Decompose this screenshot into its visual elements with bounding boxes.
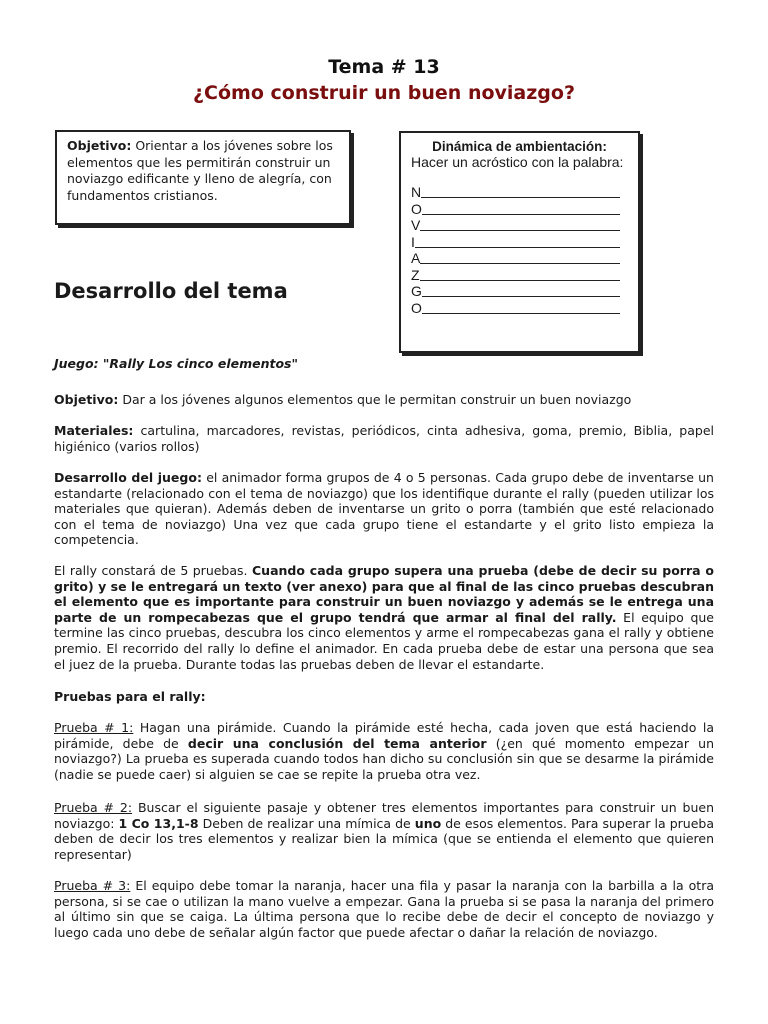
test-3-label: Prueba # 3: xyxy=(54,878,131,893)
acrostic-row xyxy=(411,184,628,201)
tests-heading: Pruebas para el rally: xyxy=(54,689,206,704)
test-1-label: Prueba # 1: xyxy=(54,720,134,735)
game-objective-text: Dar a los jóvenes algunos elementos que le permitan construir un buen noviazgo xyxy=(118,392,632,407)
acrostic-blank[interactable] xyxy=(420,250,620,264)
page-title: ¿Cómo construir un buen noviazgo? xyxy=(193,82,575,104)
game-name: "Rally Los cinco elementos" xyxy=(98,356,299,371)
test-2 xyxy=(54,800,714,862)
test-2-text-mid: Deben de realizar una mímica de xyxy=(198,815,415,831)
dynamics-title: Dinámica de ambientación: xyxy=(432,139,607,154)
test-2-text: Buscar el siguiente pasaje y obtener tres elementos importantes para construir un buen noviazgo: xyxy=(54,800,714,831)
test-2-reference: 1 Co 13,1-8 xyxy=(118,815,199,831)
rally-intro-bold: Cuando cada grupo supera una prueba (debe de decir su porra o grito) y se le entregará un texto (ver anexo) para que al final de las cinco pruebas descubran el elemento que es importante para construir un buen noviazgo y además se le entrega una parte de un rompecabezas que el grupo tendrá que armar al final del rally. xyxy=(54,563,715,625)
acrostic-row xyxy=(411,217,628,234)
acrostic-letter: V xyxy=(411,217,421,233)
section-title: Desarrollo del tema xyxy=(54,279,288,303)
development-label: Desarrollo del juego: xyxy=(54,470,202,485)
acrostic-letter: O xyxy=(411,200,422,217)
acrostic-blank[interactable] xyxy=(421,184,620,198)
topic-number: Tema # 13 xyxy=(328,56,440,78)
test-1-text: Hagan una pirámide. Cuando la pirámide esté hecha, cada joven que está haciendo la pirámide, debe de xyxy=(54,720,714,751)
dynamics-box xyxy=(399,131,640,353)
dynamics-instruction: Hacer un acróstico con la palabra: xyxy=(411,154,624,170)
acrostic-blank[interactable] xyxy=(422,283,620,297)
game-label: Juego: xyxy=(54,356,99,371)
objective-label: Objetivo: xyxy=(67,138,132,153)
acrostic-row xyxy=(411,234,628,251)
acrostic-row xyxy=(411,201,628,218)
acrostic-letter: Z xyxy=(411,266,420,283)
acrostic-letter: A xyxy=(411,250,421,266)
objective-text: Orientar a los jóvenes sobre los elementos que les permitirán construir un noviazgo edificante y lleno de alegría, con fundamentos cristianos. xyxy=(67,138,333,203)
test-1 xyxy=(54,720,714,782)
test-2-uno: uno xyxy=(414,815,442,831)
acrostic-row xyxy=(411,300,628,317)
test-1-text-rest: (¿en qué momento empezar un noviazgo?) La prueba es superada cuando todos han dicho su conclusión sin que se desarme la pirámide (nadie se puede caer) si alguien se cae se repite la prueba otra vez. xyxy=(54,735,715,782)
materials xyxy=(54,423,714,454)
test-1-bold: decir una conclusión del tema anterior xyxy=(187,735,487,751)
acrostic-letter: O xyxy=(411,299,422,316)
acrostic xyxy=(411,184,628,316)
development-text: el animador forma grupos de 4 o 5 personas. Cada grupo debe de inventarse un estandarte (relacionado con el tema de noviazgo) que los identifique durante el rally (pueden utilizar los materiales que quieran). Además deben de inventarse un grito o porra (también que esté relacionado con el tema de noviazgo) Una vez que cada grupo tiene el estandarte y el grito listo empieza la competencia. xyxy=(54,470,714,548)
acrostic-row xyxy=(411,267,628,284)
acrostic-row xyxy=(411,283,628,300)
rally-intro-rest: El equipo que termine las cinco pruebas, descubra los cinco elementos y arme el rompecabezas gana el rally y obtiene premio. El recorrido del rally lo define el animador. En cada prueba debe de estar una persona que sea el juez de la prueba. Durante todas las pruebas deben de llevar el estandarte. xyxy=(54,609,714,672)
acrostic-letter: I xyxy=(411,233,415,250)
acrostic-letter: G xyxy=(411,283,422,299)
materials-text: cartulina, marcadores, revistas, periódicos, cinta adhesiva, goma, premio, Biblia, papel higiénico (varios rollos) xyxy=(54,423,714,454)
test-2-label: Prueba # 2: xyxy=(54,800,133,815)
acrostic-blank[interactable] xyxy=(422,300,620,314)
materials-label: Materiales: xyxy=(54,423,134,438)
rally-intro: El rally constará de 5 pruebas. xyxy=(54,563,252,578)
game-title xyxy=(54,356,714,372)
acrostic-blank[interactable] xyxy=(420,267,620,281)
test-3 xyxy=(54,878,714,940)
rally-description xyxy=(54,563,714,672)
acrostic-letter: N xyxy=(411,184,422,200)
acrostic-blank[interactable] xyxy=(415,234,620,248)
game-objective-label: Objetivo: xyxy=(54,392,119,407)
test-2-text-rest: de esos elementos. Para superar la prueba deben de decir los tres elementos y realizar bien la mímica (que se entienda el elemento que quieren representar) xyxy=(54,815,714,862)
game-development xyxy=(54,470,714,548)
acrostic-blank[interactable] xyxy=(422,201,620,215)
objective-box xyxy=(55,130,351,225)
test-3-text: El equipo debe tomar la naranja, hacer una fila y pasar la naranja con la barbilla a la otra persona, si se cae o utilizan la mano vuelve a empezar. Gana la prueba si se pasa la naranja del primero al último sin que se caiga. La última persona que lo recibe debe de decir el concepto de noviazgo y luego cada uno debe de señalar algún factor que puede afectar o dañar la relación de noviazgo. xyxy=(54,878,714,940)
acrostic-row xyxy=(411,250,628,267)
game-objective xyxy=(54,392,714,408)
acrostic-blank[interactable] xyxy=(420,217,620,231)
